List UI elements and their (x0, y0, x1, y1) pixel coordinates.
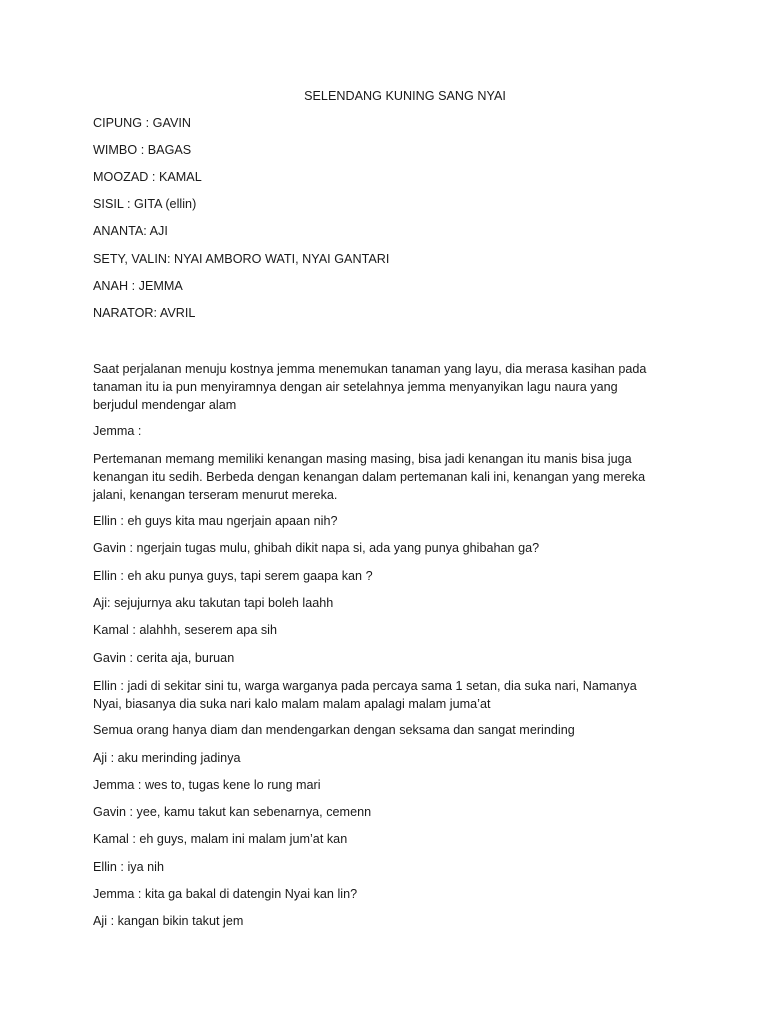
dialogue-line: Ellin : eh aku punya guys, tapi serem gaapa kan ? (93, 569, 373, 583)
cast-line: SISIL : GITA (ellin) (93, 197, 197, 211)
cast-line: SETY, VALIN: NYAI AMBORO WATI, NYAI GANTARI (93, 252, 390, 266)
paragraph-line: Pertemanan memang memiliki kenangan masing masing, bisa jadi kenangan itu manis bisa juga (93, 452, 632, 466)
paragraph-line: Nyai, biasanya dia suka nari kalo malam malam apalagi malam juma’at (93, 697, 491, 712)
paragraph-line: tanaman itu ia pun menyiramnya dengan air setelahnya jemma menyanyikan lagu naura yang (93, 380, 618, 395)
cast-line: ANANTA: AJI (93, 224, 168, 238)
intro-paragraph (93, 360, 668, 415)
paragraph-line: berjudul mendengar alam (93, 398, 237, 413)
monologue-paragraph (93, 450, 668, 505)
dialogue-line: Kamal : eh guys, malam ini malam jum’at kan (93, 832, 348, 846)
dialogue-line: Aji : aku merinding jadinya (93, 751, 241, 765)
speaker-label: Jemma : (93, 424, 142, 438)
cast-line: WIMBO : BAGAS (93, 143, 192, 157)
paragraph-line: Saat perjalanan menuju kostnya jemma menemukan tanaman yang layu, dia merasa kasihan pada (93, 362, 647, 376)
dialogue-line: Gavin : yee, kamu takut kan sebenarnya, cemenn (93, 805, 372, 819)
dialogue-line: Jemma : kita ga bakal di datengin Nyai kan lin? (93, 887, 358, 901)
dialogue-line: Ellin : iya nih (93, 860, 164, 874)
cast-line: MOOZAD : KAMAL (93, 170, 202, 184)
paragraph-line: jalani, kenangan terseram menurut mereka. (93, 488, 338, 503)
narration-line: Semua orang hanya diam dan mendengarkan dengan seksama dan sangat merinding (93, 723, 575, 737)
dialogue-line: Aji: sejujurnya aku takutan tapi boleh laahh (93, 596, 334, 610)
dialogue-line: Kamal : alahhh, seserem apa sih (93, 623, 278, 637)
dialogue-line: Aji : kangan bikin takut jem (93, 914, 244, 928)
dialogue-paragraph (93, 677, 668, 713)
dialogue-line: Ellin : eh guys kita mau ngerjain apaan nih? (93, 514, 338, 528)
dialogue-line: Gavin : cerita aja, buruan (93, 651, 235, 665)
paragraph-line: kenangan itu sedih. Berbeda dengan kenangan dalam pertemanan kali ini, kenangan yang mereka (93, 470, 646, 485)
cast-line: ANAH : JEMMA (93, 279, 183, 293)
paragraph-line: Ellin : jadi di sekitar sini tu, warga warganya pada percaya sama 1 setan, dia suka nari, Namanya (93, 679, 637, 693)
page-title: SELENDANG KUNING SANG NYAI (304, 89, 506, 103)
dialogue-line: Jemma : wes to, tugas kene lo rung mari (93, 778, 321, 792)
cast-line: CIPUNG : GAVIN (93, 116, 192, 130)
cast-line: NARATOR: AVRIL (93, 306, 196, 320)
dialogue-line: Gavin : ngerjain tugas mulu, ghibah dikit napa si, ada yang punya ghibahan ga? (93, 541, 540, 555)
